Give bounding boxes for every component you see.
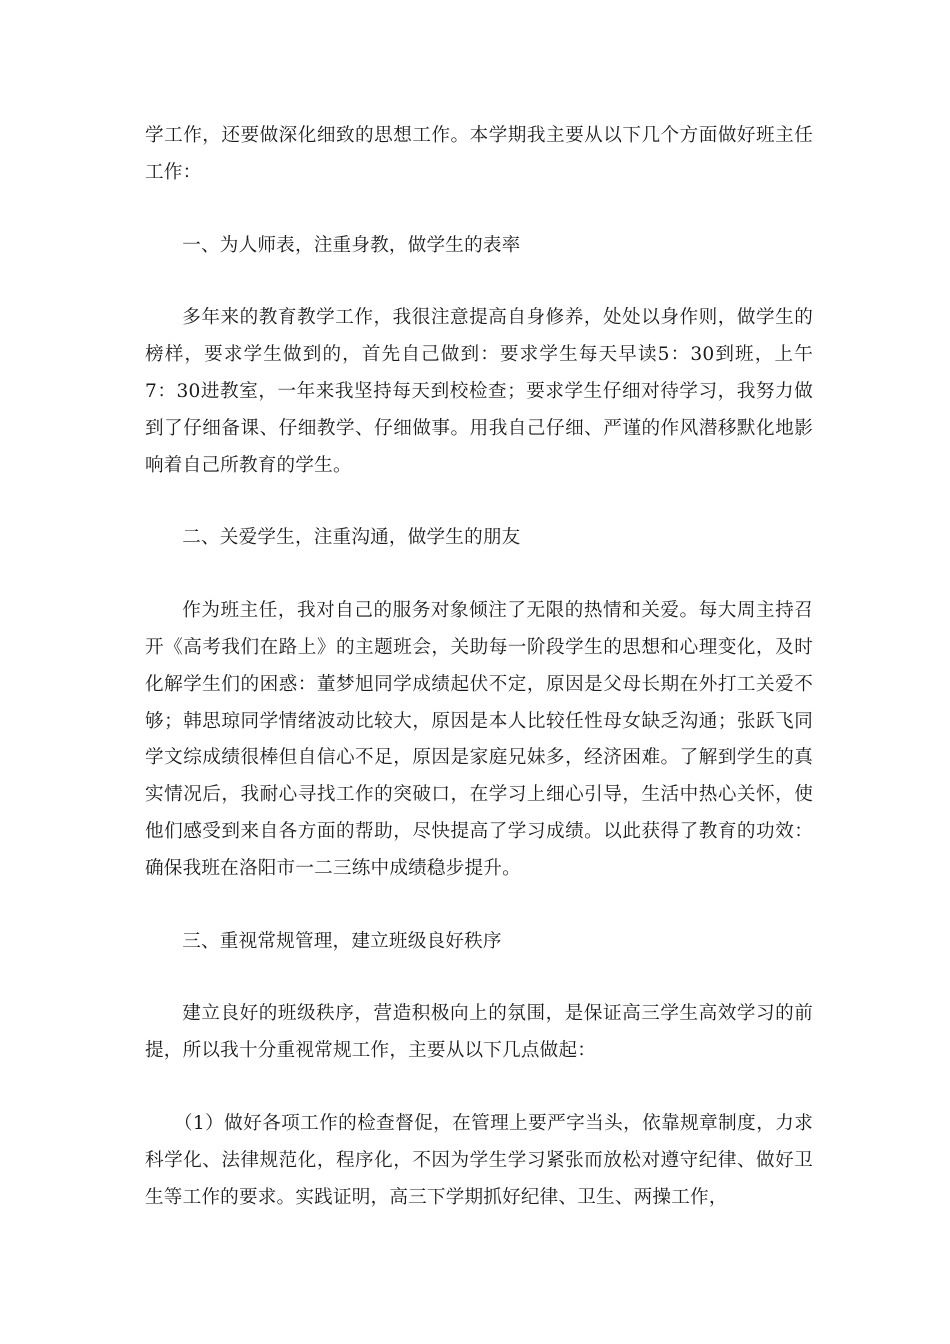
paragraph-class-order: 建立良好的班级秩序，营造积极向上的氛围，是保证高三学生高效学习的前提，所以我十分重视常规工作，主要从以下几点做起： xyxy=(145,1003,813,1062)
paragraph-gap xyxy=(145,484,813,520)
paragraph-gap xyxy=(145,192,813,228)
document-body xyxy=(145,118,813,1216)
paragraph-point-1: （1）做好各项工作的检查督促，在管理上要严字当头，依靠规章制度，力求科学化、法律规范化，程序化，不因为学生学习紧张而放松对遵守纪律、做好卫生等工作的要求。实践证明，高三下学期抓好纪律、卫生、两操工作， xyxy=(145,1112,813,1208)
paragraph-gap xyxy=(145,888,813,924)
paragraph-caring-students: 作为班主任，我对自己的服务对象倾注了无限的热情和关爱。每大周主持召开《高考我们在路上》的主题班会，关助每一阶段学生的思想和心理变化，及时化解学生们的困惑：董梦旭同学成绩起伏不定，原因是父母长期在外打工关爱不够；韩思琼同学情绪波动比较大，原因是本人比较任性母女缺乏沟通；张跃飞同学文综成绩很棒但自信心不足，原因是家庭兄妹多，经济困难。了解到学生的真实情况后，我耐心寻找工作的突破口，在学习上细心引导，生活中热心关怀，使他们感受到来自各方面的帮助，尽快提高了学习成绩。以此获得了教育的功效：确保我班在洛阳市一二三练中成绩稳步提升。 xyxy=(145,600,813,879)
section-heading-3: 三、重视常规管理，建立班级良好秩序 xyxy=(182,930,502,952)
paragraph-gap xyxy=(145,557,813,593)
paragraph-intro-continued: 学工作，还要做深化细致的思想工作。本学期我主要从以下几个方面做好班主任工作： xyxy=(145,125,813,183)
paragraph-gap xyxy=(145,264,813,300)
section-heading-2: 二、关爱学生，注重沟通，做学生的朋友 xyxy=(182,527,521,549)
paragraph-role-model: 多年来的教育教学工作，我很注意提高自身修养，处处以身作则，做学生的榜样，要求学生做到的，首先自己做到：要求学生每天早读5：30到班，上午7：30进教室，一年来我坚持每天到校检查；要求学生仔细对待学习，我努力做到了仔细备课、仔细教学、仔细做事。用我自己仔细、严谨的作风潜移默化地影响着自己所教育的学生。 xyxy=(145,307,813,476)
section-heading-1: 一、为人师表，注重身教，做学生的表率 xyxy=(182,234,521,256)
paragraph-gap xyxy=(145,1070,813,1106)
paragraph-gap xyxy=(145,960,813,996)
